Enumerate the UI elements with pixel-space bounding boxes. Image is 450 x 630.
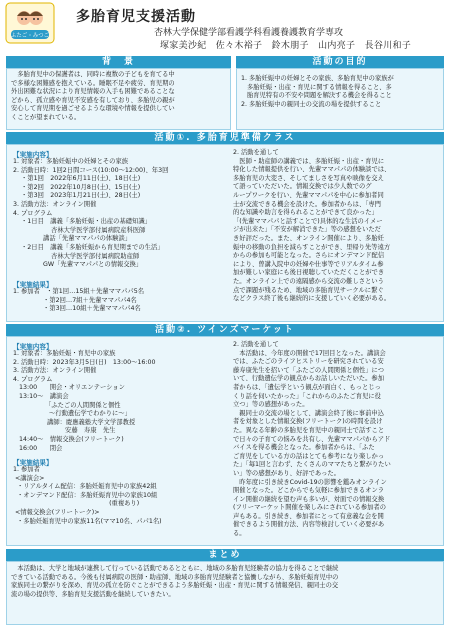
activity1-discussion-line: 点で課題が残るため、地域の多胎育児サークルに繋ぐ	[233, 286, 384, 294]
activity2-detail-line: 13:00 開会・オリエンテーション	[13, 384, 125, 392]
summary-heading: まとめ	[6, 549, 444, 561]
activity2-detail-line: 1. 対象者：多胎妊娠・育児中の家族	[13, 350, 116, 357]
activity1-detail-line: ・2日目 講義「多胎妊娠から育児期までの生活」	[13, 243, 164, 251]
activity1-heading: 活動①. 多胎育児準備クラス	[6, 132, 444, 144]
activity1-detail-line: 杏林大学医学部付属病院助産師	[13, 252, 140, 260]
background-line: どから、孤立感や育児不安感を有しており、多胎児の親が	[11, 96, 175, 104]
activity2-discussion-line: 親同士の交流の場として、講演会終了後に事前申込	[233, 409, 384, 417]
activity2-detail-line: 安藤 寿康 先生	[13, 427, 116, 435]
activity2-discussion-line: 本活動は、今年度の開催で17回目となった。講演会	[233, 349, 386, 357]
background-box	[6, 68, 231, 130]
activity1-discussion-line: ジが出来た」「不安が解消できた」等の感想をいただ	[233, 226, 381, 234]
activity1-discussion-line: ループワークを行い、先輩ママパパを中心に参加者同	[233, 191, 384, 199]
activity1-discussion-line: た。オンライン上での遠隔感から交流の難しさという	[233, 277, 384, 285]
activity1-detail-line: 講話「先輩ママパパの体験談」	[13, 235, 132, 243]
activity1-result-line: ・第3回…10組＋先輩ママパパ4名	[13, 305, 141, 313]
activity1-box	[6, 144, 444, 322]
activity2-discussion-line: バイスを得る機会となった。参加者からは、「ふた	[233, 444, 375, 452]
activity1-discussion-line: 多胎育児の大変さ、そしてましさを写真や映像を交え	[233, 174, 384, 182]
purpose-heading: 活動の目的	[236, 56, 444, 68]
activity2-result-line: ・リアルタイム配信：多胎妊娠育児中の家族42組	[13, 483, 157, 491]
activity2-detail-line: 3. 活動方法：オンライン開催	[13, 367, 97, 375]
affiliation: 杏林大学保健学部看護学科看護養護教育学専攻	[154, 28, 344, 38]
activity2-discussion-line: た」「毎1回と言わず、たくさんのママたちと繋がりたい	[233, 461, 391, 469]
purpose-line: 胎育児特有の不安や問題を解決する機会を得ること	[241, 92, 392, 100]
background-heading: 背 景	[6, 56, 231, 68]
purpose-line: 1. 多胎妊娠中の妊婦とその家族、多胎育児中の家族が	[241, 75, 394, 82]
activity2-detail-line: 4. プログラム	[13, 375, 53, 383]
activity1-discussion-line: により、曽講入院中の妊婦や仕事等でリアルタイム参	[233, 260, 384, 268]
activity2-discussion-line: で日々の子育ての悩みを共有し、先輩ママパパからアド	[233, 435, 391, 443]
activity2-results-label: 【実施結果】	[13, 459, 53, 467]
activity1-detail-line: 4. プログラム	[13, 209, 53, 217]
summary-box	[6, 561, 444, 625]
activity2-discussion-line: る。	[233, 530, 246, 538]
activity2-discussion-line: 2. 活動を通して	[233, 341, 279, 348]
background-line: 安心して育児期を過ごせるような環境や情報を提供してい	[11, 105, 175, 113]
activity2-discussion-line: (フリーマーケット開催を楽しみにされている参加者の	[233, 504, 387, 512]
activity1-discussion-line: 加が難しい家庭にも後日視聴していただくことができ	[233, 269, 385, 277]
purpose-text	[241, 75, 439, 109]
activity1-detail-line: 2. 活動日時：1回2日間コース(10:00〜12:00)、年3回	[13, 166, 169, 174]
activity1-discussion-line: 特化した情報提供を行い、先輩ママパパの体験談では、	[233, 166, 391, 174]
activity2-discussion-line: 声もある。引き続き、参加者にとって有意義な会を開	[233, 512, 384, 520]
purpose-box	[236, 68, 444, 130]
summary-line: できている活動である。今後も付属病院の医師・助産師、地域の多胎育児経験者と協働しながら、多胎妊娠育児中の	[11, 573, 339, 581]
activity1-results	[13, 288, 144, 314]
summary-text	[11, 565, 439, 599]
activity2-discussion	[233, 341, 391, 539]
activity2-discussion-line: 藤寿康先生を招いて「ふたごの人間関係と個性」につ	[233, 366, 384, 374]
activity2-discussion-line: くり話を伺いたかった」「これからのふたご育児に役	[233, 392, 381, 400]
activity1-discussion-line: からの参加も可能となった。さらにオンデマンド配信	[233, 252, 385, 260]
background-line: で多様な困難感を抱えている。睡眠不足や疲労、育児期の	[11, 79, 175, 87]
activity2-discussion-line: 開催となった。どこからでも気軽に参加できるオンラ	[233, 487, 385, 495]
summary-line: 流の場の提供等、多胎育児支援活動を継続していきたい。	[11, 590, 175, 598]
activity1-detail-line: ・第1回 2022年6月11日(土)、18日(土)	[13, 175, 141, 183]
activity2-box	[6, 336, 444, 546]
activity2-discussion-line: い」等の感想があり、好評であった。	[233, 469, 340, 477]
activity2-detail-line: 13:10〜 講演会	[13, 392, 69, 400]
twins-logo-icon	[5, 2, 55, 44]
activity2-result-line: ・オンデマンド配信：多胎妊娠育児中の家族10組	[13, 491, 158, 499]
activity1-discussion	[233, 149, 390, 304]
activity1-detail-line: 1. 対象者：多胎妊娠中の妊婦とその家族	[13, 158, 129, 165]
purpose-line: 多胎妊娠・出産・育児に関する情報を得ること、多	[241, 83, 392, 91]
activity1-discussion-line: 的な知識や助言を得られることができて良かった」	[233, 209, 378, 217]
poster-title: 多胎育児支援活動	[76, 9, 196, 25]
activity2-detail-line: 講師：慶應義塾大学文学部教授	[13, 418, 136, 426]
activity2-result-line: (重複あり)	[13, 500, 140, 508]
authors: 塚家美沙紀 佐々木裕子 鈴木朋子 山内亮子 長谷川和子	[160, 41, 412, 51]
activity2-detail-line: 14:40〜 情報交換会(フリートーク)	[13, 435, 124, 443]
activity2-result-line: ・多胎妊娠育児中の家族11名(ママ10名、パパ1名)	[13, 517, 162, 525]
activity2-detail-line: 2. 活動日時：2023年3月5日(日) 13:00〜16:00	[13, 358, 156, 366]
activity2-discussion-line: 者を対象とした情報交換(フリートーク)の時間を設け	[233, 418, 383, 426]
activity1-discussion-line: 2. 活動を通して	[233, 149, 279, 156]
activity2-discussion-line: 立つ」等の感想があった。	[233, 401, 309, 409]
background-line: 多胎育児中の保護者は、同時に複数の子どもを育てる中	[11, 71, 175, 78]
activity2-results	[13, 466, 162, 526]
activity2-discussion-line: た。異なる年齢の多胎児を育児中の親同士で話すこと	[233, 426, 385, 434]
summary-line: 本活動は、大学と地域が連携して行っている活動であるとともに、地域の多胎育児経験者の協力を得ることで継続	[11, 565, 339, 572]
activity2-detail-line: 「ふたごの人間関係と個性	[13, 401, 121, 409]
activity1-result-line: ・第2回…7組＋先輩ママパパ4名	[13, 296, 137, 304]
activity1-discussion-line: 娠中の移動の負担を減らすことができ、里帰り先等遠方	[233, 243, 391, 251]
activity1-detail-line: ・第2回 2022年10月8日(土)、15日(土)	[13, 183, 141, 191]
activity2-discussion-line: イン開催の継続を望む声も多いが、対面での情報交換	[233, 495, 385, 503]
activity1-discussion-line: き好評だった。また、オンライン開催により、多胎妊	[233, 234, 384, 242]
activity2-detail-line: 〜行動遺伝学でわかりに〜」	[13, 410, 131, 418]
activity2-detail-line: 16:00 閉会	[13, 444, 63, 452]
activity2-implementation-label: 【実施内容】	[13, 343, 53, 351]
activity1-detail-line: GW「先輩ママパパとの情報交換」	[13, 261, 143, 269]
activity2-heading: 活動②. ツインズマーケット	[6, 324, 444, 336]
activity1-detail-line: 杏林大学医学部付属病院産科医師	[13, 226, 146, 234]
activity1-discussion-line: などクラス終了後も継続的に支援していく必要がある。	[233, 295, 391, 303]
activity1-discussion-line: 士が交流できる機会を設けた。参加者からは、「専門	[233, 200, 381, 208]
activity2-result-line: <講演会>	[13, 474, 45, 482]
activity1-results-label: 【実施結果】	[13, 281, 53, 289]
activity2-discussion-line: 昨年度に引き続きCovid-19の影響を鑑みオンライン	[233, 478, 387, 486]
activity1-details	[13, 158, 168, 270]
activity1-discussion-line: て語っていただいた。情報交換では少人数でのグ	[233, 183, 372, 191]
activity2-discussion-line: 催できるよう開催方法、内容等検討していく必要があ	[233, 521, 385, 529]
svg-text:ふたご・みつご: ふたご・みつご	[10, 33, 50, 39]
activity2-discussion-line: では、ふたごのライフヒストリーを研究されている安	[233, 358, 384, 366]
background-line: くことが望まれている。	[11, 113, 81, 121]
activity1-detail-line: 3. 活動方法：オンライン開催	[13, 200, 97, 208]
summary-line: 家族同士の繋がりを深め、育児の孤立を防ぐことができるよう多胎妊娠・出産・育児に関する情報発信、親同士の交	[11, 582, 339, 590]
activity1-implementation-label: 【実施内容】	[13, 151, 53, 159]
activity1-detail-line: ・第3回 2023年1月21日(土)、28日(土)	[13, 192, 141, 200]
background-line: 外出困難な状況により育児情報の入手も困難であることな	[11, 88, 175, 96]
activity2-discussion-line: 者からは、「遺伝学という観点が面白く、もっとじっ	[233, 383, 381, 391]
activity1-discussion-line: 「(先輩ママパパと話すことで)具体的な生活のイメー	[233, 217, 383, 225]
activity1-detail-line: ・1日目 講義「多胎妊娠・出産の基礎知識」	[13, 218, 151, 226]
activity2-result-line: 1. 参加者	[13, 466, 40, 473]
activity1-discussion-line: 医師・助産師の講義では、多胎妊娠・出産・育児に	[233, 157, 385, 165]
activity2-discussion-line: いて、行動遺伝学の観点からお話しいただいた。参加	[233, 375, 384, 383]
purpose-line: 2. 多胎妊娠中の親同士の交流の場を提供すること	[241, 100, 382, 108]
activity2-discussion-line: ご育児をしている方の話はとても参考になり楽しかっ	[233, 452, 385, 460]
activity1-result-line: 1. 参加者 ・第1回…15組＋先輩ママパパ5名	[13, 288, 145, 295]
activity2-details	[13, 350, 156, 453]
background-text	[11, 71, 226, 123]
poster-header	[0, 0, 450, 56]
activity2-result-line: <情報交換会(フリートーク)>	[13, 508, 100, 516]
